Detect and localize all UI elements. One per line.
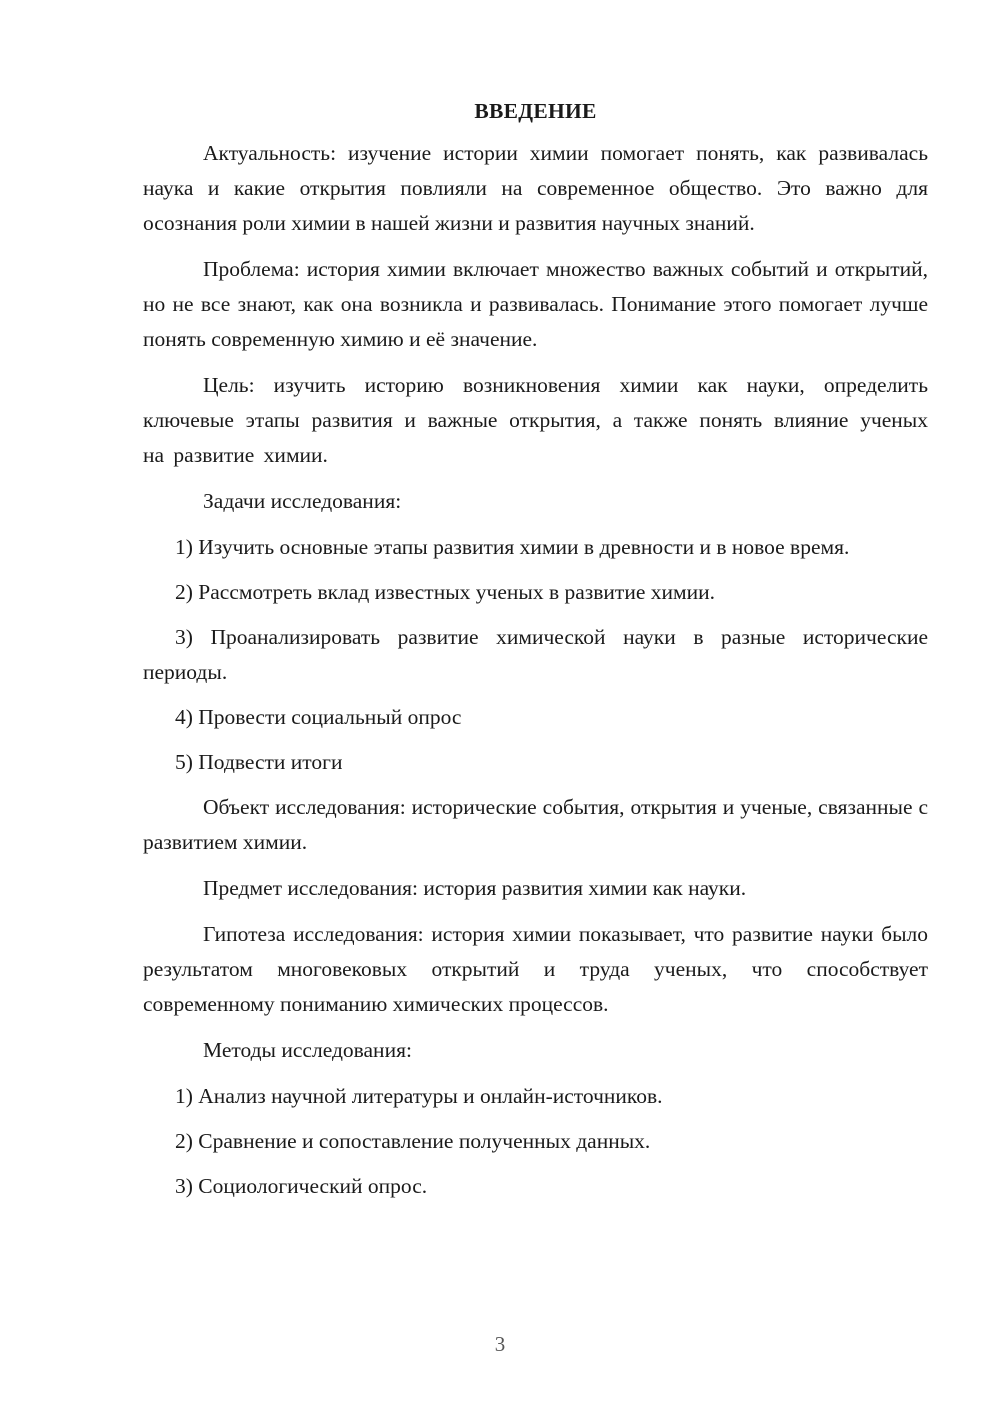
method-item-1: 1) Анализ научной литературы и онлайн-источников.: [175, 1084, 663, 1108]
task-item-2: 2) Рассмотреть вклад известных ученых в развитие химии.: [175, 580, 715, 604]
methods-heading: Методы исследования:: [203, 1038, 412, 1062]
hypothesis-paragraph: Гипотеза исследования: история химии показывает, что развитие науки было результатом многовековых открытий и труда ученых, что способствует современному пониманию химических процессов.: [143, 922, 928, 1016]
tasks-heading: Задачи исследования:: [203, 489, 402, 513]
method-item-3: 3) Социологический опрос.: [175, 1174, 428, 1198]
task-item-1: 1) Изучить основные этапы развития химии в древности и в новое время.: [175, 535, 850, 559]
problem-paragraph: Проблема: история химии включает множество важных событий и открытий, но не все знают, как она возникла и развивалась. Понимание этого помогает лучше понять современную химию и её значение.: [143, 257, 928, 351]
object-paragraph: Объект исследования: исторические события, открытия и ученые, связанные с развитием химии.: [143, 795, 928, 854]
task-item-4: 4) Провести социальный опрос: [175, 705, 462, 729]
method-item-2: 2) Сравнение и сопоставление полученных данных.: [175, 1129, 651, 1153]
task-item-5: 5) Подвести итоги: [175, 750, 343, 774]
page-content: [143, 94, 928, 1214]
subject-paragraph: Предмет исследования: история развития химии как науки.: [203, 876, 747, 900]
goal-paragraph: Цель: изучить историю возникновения химии как науки, определить ключевые этапы развития и важные открытия, а также понять влияние ученых на развитие химии.: [143, 373, 928, 467]
page-number: 3: [494, 1332, 506, 1356]
page-title: ВВЕДЕНИЕ: [474, 99, 597, 123]
task-item-3: 3) Проанализировать развитие химической науки в разные исторические периоды.: [143, 625, 928, 684]
relevance-paragraph: Актуальность: изучение истории химии помогает понять, как развивалась наука и какие открытия повлияли на современное общество. Это важно для осознания роли химии в нашей жизни и развития научных знаний.: [143, 141, 928, 235]
